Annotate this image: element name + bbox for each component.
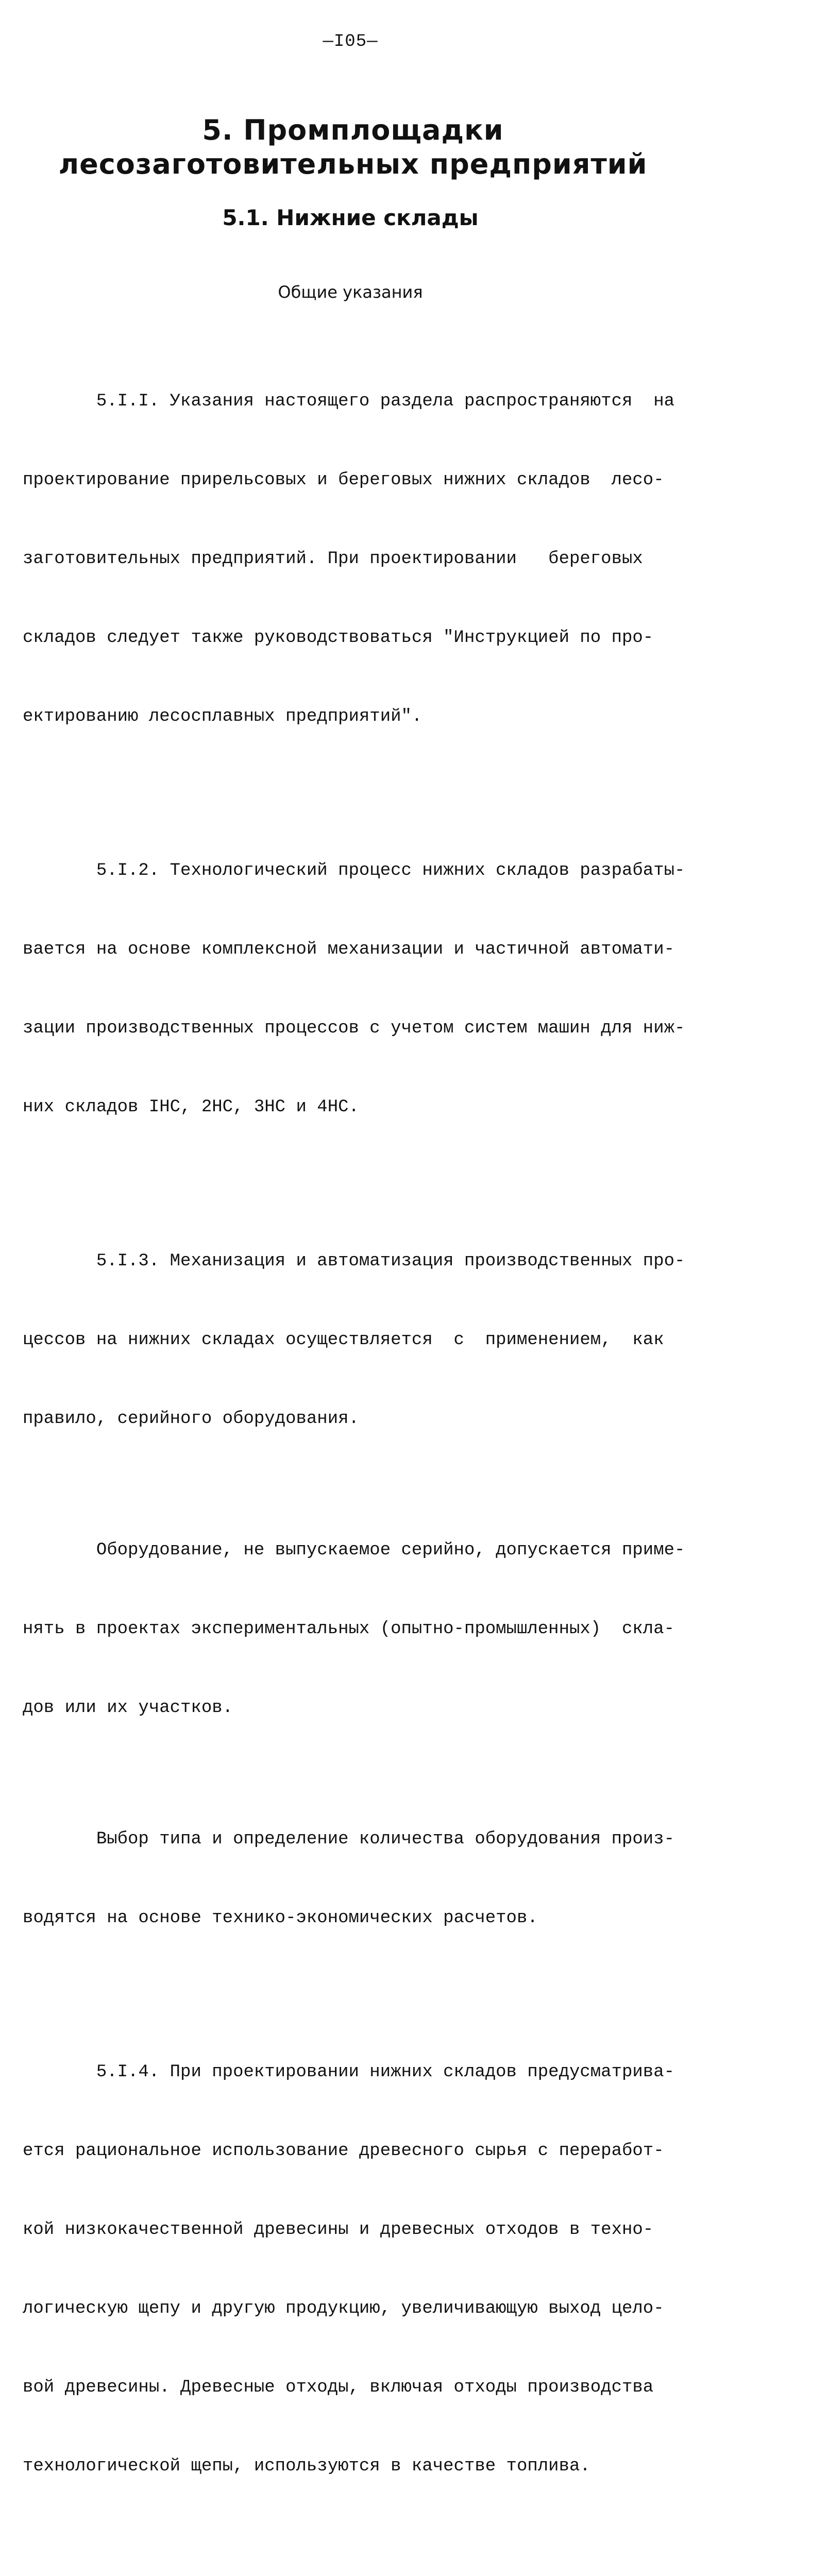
chapter-title-line-2: лесозаготовительных предприятий <box>58 148 648 180</box>
text-line: ется рациональное использование древесного сырья с переработ- <box>23 2141 664 2161</box>
chapter-title-line-1: 5. Промплощадки <box>202 114 504 146</box>
text-line: 5.I.2. Технологический процесс нижних складов разрабаты- <box>23 861 685 880</box>
text-line: вой древесины. Древесные отходы, включая отходы производства <box>23 2378 654 2397</box>
text-line: цессов на нижних складах осуществляется с применением, как <box>23 1330 664 1350</box>
paragraph-5-1-2 <box>23 805 703 1173</box>
text-line: Оборудование, не выпускаемое серийно, допускается приме- <box>23 1540 685 1560</box>
paragraph-5-1-1 <box>23 336 703 783</box>
text-line: технологической щепы, используются в качестве топлива. <box>23 2456 590 2476</box>
text-line: логическую щепу и другую продукцию, увеличивающую выход цело- <box>23 2299 664 2318</box>
text-line: зации производственных процессов с учетом систем машин для ниж- <box>23 1019 685 1038</box>
text-line: складов следует также руководствоваться "Инструкцией по про- <box>23 628 654 648</box>
text-line: водятся на основе технико-экономических расчетов. <box>23 1908 538 1928</box>
paragraph-equipment <box>23 1485 703 1774</box>
page-number: —I05— <box>323 32 378 52</box>
text-line: кой низкокачественной древесины и древесных отходов в техно- <box>23 2220 654 2240</box>
paragraph-5-1-4 <box>23 2007 703 2532</box>
text-line: заготовительных предприятий. При проектировании береговых <box>23 549 643 569</box>
text-line: 5.I.4. При проектировании нижних складов предусматрива- <box>23 2062 675 2082</box>
paragraph-5-1-3 <box>23 1196 703 1485</box>
text-line: проектирование прирельсовых и береговых нижних складов лесо- <box>23 470 664 490</box>
text-line: них складов IHC, 2HC, 3HC и 4HC. <box>23 1097 359 1117</box>
chapter-title <box>31 113 675 181</box>
text-line: правило, серийного оборудования. <box>23 1409 359 1429</box>
text-line: 5.I.I. Указания настоящего раздела распространяются на <box>23 392 675 411</box>
text-line: нять в проектах экспериментальных (опытно-промышленных) скла- <box>23 1619 675 1639</box>
text-line: дов или их участков. <box>23 1698 233 1718</box>
body-text <box>23 336 703 2576</box>
paragraph-equipment-choice <box>23 1774 703 1984</box>
paragraph-5-1-5 <box>23 2555 703 2576</box>
text-line: вается на основе комплексной механизации и частичной автомати- <box>23 940 675 959</box>
subsection-title: Общие указания <box>278 282 423 302</box>
section-title: 5.1. Нижние склады <box>222 205 479 230</box>
text-line: 5.I.3. Механизация и автоматизация производственных про- <box>23 1251 685 1271</box>
text-line: Выбор типа и определение количества оборудования произ- <box>23 1829 675 1849</box>
text-line: ектированию лесосплавных предприятий". <box>23 707 423 726</box>
